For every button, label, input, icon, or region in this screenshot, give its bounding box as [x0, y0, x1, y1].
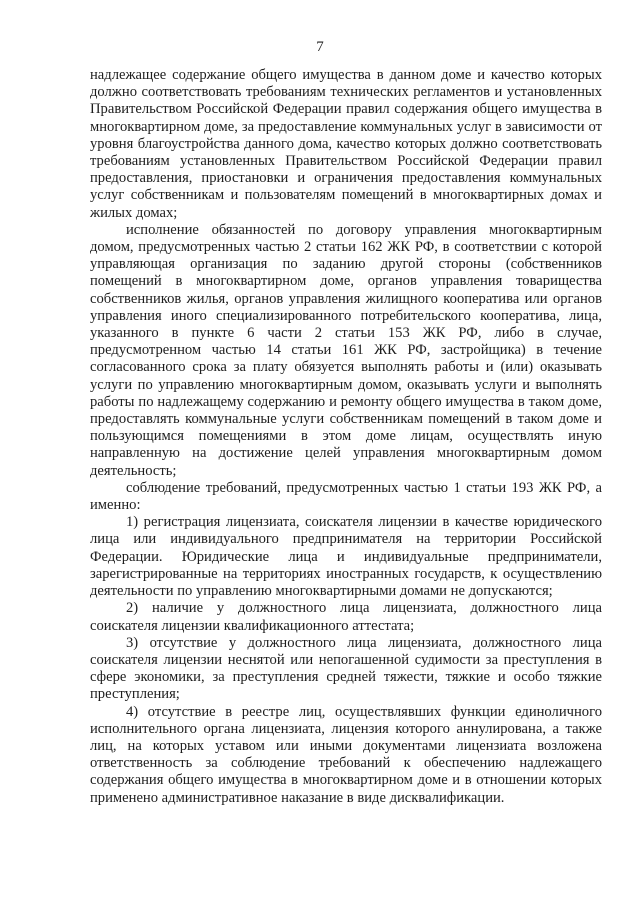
paragraph: соблюдение требований, предусмотренных частью 1 статьи 193 ЖК РФ, а именно: [90, 479, 602, 514]
page-number: 7 [316, 39, 324, 55]
list-item: 2) наличие у должностного лица лицензиата, должностного лица соискателя лицензии квалификационного аттестата; [90, 600, 602, 634]
list-item: 4) отсутствие в реестре лиц, осуществлявших функции единоличного исполнительного органа лицензиата, лицензия которого аннулирована, а также лиц, на которых уставом или иными документами лицензиата возложена ответственность за соблюдение требований к обеспечению надлежащего содержания общего имущества в многоквартирном доме и в отношении которых применено административное наказание в виде дисквалификации. [90, 703, 602, 806]
paragraph: надлежащее содержание общего имущества в данном доме и качество которых должно соответствовать требованиям технических регламентов и установленных Правительством Российской Федерации правил содержания общего имущества в многоквартирном доме, за предоставление коммунальных услуг в зависимости от уровня благоустройства данного дома, качество которых должно соответствовать требованиям установленных Правительством Российской Федерации правил предоставления, приостановки и ограничения предоставления коммунальных услуг собственникам и пользователям помещений в многоквартирных домах и жилых домах; [90, 67, 602, 221]
list-item: 1) регистрация лицензиата, соискателя лицензии в качестве юридического лица или индивидуального предпринимателя на территории Российской Федерации. Юридические лица и индивидуальные предприниматели, зарегистрированные на территориях иностранных государств, к осуществлению деятельности по управлению многоквартирными домами не допускаются; [90, 514, 602, 600]
document-body [90, 67, 602, 807]
list-item: 3) отсутствие у должностного лица лицензиата, должностного лица соискателя лицензии неснятой или непогашенной судимости за преступления в сфере экономики, за преступления средней тяжести, тяжкие и особо тяжкие преступления; [90, 634, 602, 703]
paragraph: исполнение обязанностей по договору управления многоквартирным домом, предусмотренных частью 2 статьи 162 ЖК РФ, в соответствии с которой управляющая организация по заданию другой стороны (собственников помещений в многоквартирном доме, органов управления товарищества собственников жилья, органов управления жилищного кооператива или органов управления иного специализированного потребительского кооператива, лица, указанного в пункте 6 части 2 статьи 153 ЖК РФ, либо в случае, предусмотренном частью 14 статьи 161 ЖК РФ, застройщика) в течение согласованного срока за плату обязуется выполнять работы и (или) оказывать услуги по управлению многоквартирным домом, оказывать услуги и выполнять работы по надлежащему содержанию и ремонту общего имущества в таком доме, предоставлять коммунальные услуги собственникам помещений в таком доме и пользующимся помещениями в этом доме лицам, осуществлять иную направленную на достижение целей управления многоквартирным домом деятельность; [90, 221, 602, 479]
